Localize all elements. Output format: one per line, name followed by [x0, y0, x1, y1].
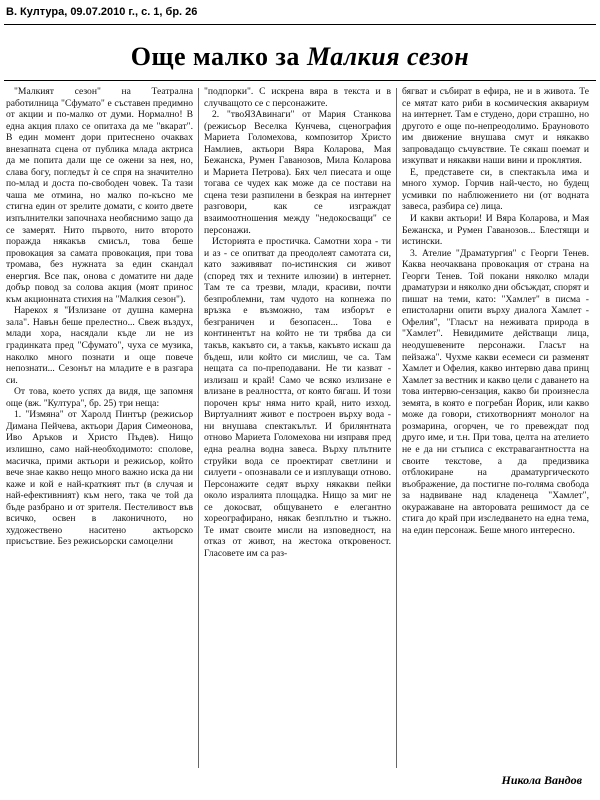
- col1-paragraph-3: От това, което успях да видя, ще запомня още (вж. "Култура", бр. 25) три неща:: [6, 386, 193, 409]
- column-divider-1: [198, 88, 199, 768]
- headline-part-1: Още малко за: [130, 42, 307, 71]
- col2-paragraph-3: Историята е простичка. Самотни хора - ти и аз - се опитват да преодолеят самотата си, като заживяват по-истинския си живот (според тях и техните илюзии) в интернет. Там те са трезви, млади, красиви, почти безпроблемни, там чудото на копнежа по връзка е възможно, там изборът е безграничен и безопасен... Това е континентът на който не ти трябва да си такъв, какъвто си, а такъв, какъвто искаш да бъдеш, или който си мислиш, че са. Там нещата са по-преподавани. Не ти казват - излизаш и край! Само че всяко излизане е влизане в реалността, от която бягаш. И този порочен кръг няма нито край, нито изход. Виртуалният живот е построен върху вода - ни внушава спектакълът. И брилянтната отново Мариета Голомехова ни изправя пред една реална водна завеса. Върху плътните струйки вода се проектират светлини и силуети - опознавали се и изплуващи отново. Персонажите седят върху някакви пейки около изралията площадка. Нищо за миг не се докосват, общуването е елегантно хореографирано, някак безплътно и тъжно. Те имат своите мисли на изповедност, на отказ от живот, на жестока откровеност. Гласовете им са раз-: [204, 236, 391, 559]
- col3-paragraph-4: 3. Ателие "Драматургия" с Георги Тенев. Каква неочаквана провокация от страна на Георги Тенев. Той покани няколко млади драматурзи и няколко дни обсъждат, спорят и пишат на теми, като: "Хамлет" в писма - епистоларни опити върху диалога Хамлет - Офелия", "Гласът на неживата природа в "Хамлет". Невидимите действащи лица, неодушевените персонажи. Гласът на пейзажа". Чухме какви есемеси си разменят Хамлет и Офелия, какво интервю дава принц Хамлет за вестник и какво цели с даването на това интервю-сензация, какво би произнесла земята, в която е погребан Йорик, или какво може да говори, стихотворният монолог на розмарина, огорчен, че го превеждат под друго име, и т.н. При това, целта на ателието не е да ни стъписа с екстравагантността на своите текстове, а да предизвика отблокиране на драматургическото въображение, да постигне по-голяма свобода за надвиване над кладенеца "Хамлет", окуражаване на авторовата решимост да се стига до край при изследването на една тема, на един персонаж. Беше много интересно.: [402, 247, 589, 536]
- col3-paragraph-2: Е, представете си, в спектакъла има и много хумор. Горчив най-често, но будещ усмивки по наблюжението ни (от водната завеса, разбира се) лица.: [402, 166, 589, 213]
- headline-part-2: Малкия сезон: [306, 42, 470, 71]
- article-author: Никола Вандов: [501, 773, 582, 787]
- column-divider-2: [396, 88, 397, 768]
- top-rule: [4, 24, 596, 25]
- article-column-2: [204, 86, 391, 771]
- col1-paragraph-2: Нарекох я "Излизане от душна камерна зала". Навън беше прелестно... Свеж въздух, млади хора, насядали къде ли не из градинката пред "Сфумато", чуха се музика, наколко много познати и още повече непознати... Сезонът на младите е в разгара си.: [6, 305, 193, 386]
- article-column-3: [402, 86, 589, 771]
- col3-paragraph-3: И какви актьори! И Вяра Коларова, и Мая Бежанска, и Румен Гаванозов... Блестящи и истински.: [402, 213, 589, 248]
- source-citation: В. Култура, 09.07.2010 г., с. 1, бр. 26: [6, 6, 198, 18]
- col2-paragraph-1: "подпорки". С искрена вяра в текста и в случващото се с персонажите.: [204, 86, 391, 109]
- article-headline: [0, 42, 600, 72]
- col2-paragraph-2: 2. "твоЯЗАвинаги" от Мария Станкова (режисьор Веселка Кунчева, сценография Мариета Голомехова, композитор Христо Намлиев, актьори Вяра Коларова, Мая Бежанска, Румен Гаванозов, Мила Коларова и Мариета Петрова). Бях чел пиесата и още тогава се чудех как може да се постави на сцена тези разпилени в безкрая на интернет разговори, как се изграждат взаимоотношения между "недокосващи" се персонажи.: [204, 109, 391, 236]
- col1-paragraph-1: "Малкият сезон" на Театрална работилница "Сфумато" е съставен предимно от акции и по-малко от думи. Нормално! В една акция плахо се опитаха да ме "вкарат". В един момент дори притеснено очаквах внезапната сцена от публика млада актриса да ме попита дали ще се ожени за нея, но, слава богу, погледът ѝ се спря на значително по-млад и доста по-свободен човек. Та тази чаша ме отмина, но малко по-късно ме стигна един от зрелите домати, с които двете изпълнителки започнаха необяснимо защо да се замерят. Нито първото, нито второто поражда някакъв смисъл, това беше провокация за самата провокация, при това тромава, без нужната за един скандал енергия. Все пак, онова с доматите ни даде добър повод за солова акция (моят принос към акционната стихия на "Малкия сезон").: [6, 86, 193, 305]
- col1-paragraph-4: 1. "Измяна" от Харолд Пинтър (режисьор Димана Пейчева, актьори Дария Симеонова, Иво Аръков и Христо Пъдев). Нищо излишно, само най-необходимото: сполове, масичка, прими актьори и режисьор, който вече знае какво нещо много важно иска да ни каже и кой е най-краткият път (в случая и най-ефективният) към него, така че той да бъде разбрано и от зрителя. Пестеливост във всичко, освен в лаконичното, но художествено наситено актьорско присъствие. Без режисьорски самоцелни: [6, 409, 193, 548]
- col3-paragraph-1: бягват и събират в ефира, не и в живота. Те се мятат като риби в космическия аквариум на интернет. Там е студено, дори страшно, но другото е още по-непреодолимо. Брауновото им движение внушава смут и някакво запровадащо съчувствие. Те сякаш поемат и изкупват и някакви наши вини и проклятия.: [402, 86, 589, 167]
- headline-rule: [4, 80, 596, 81]
- article-column-1: [6, 86, 193, 771]
